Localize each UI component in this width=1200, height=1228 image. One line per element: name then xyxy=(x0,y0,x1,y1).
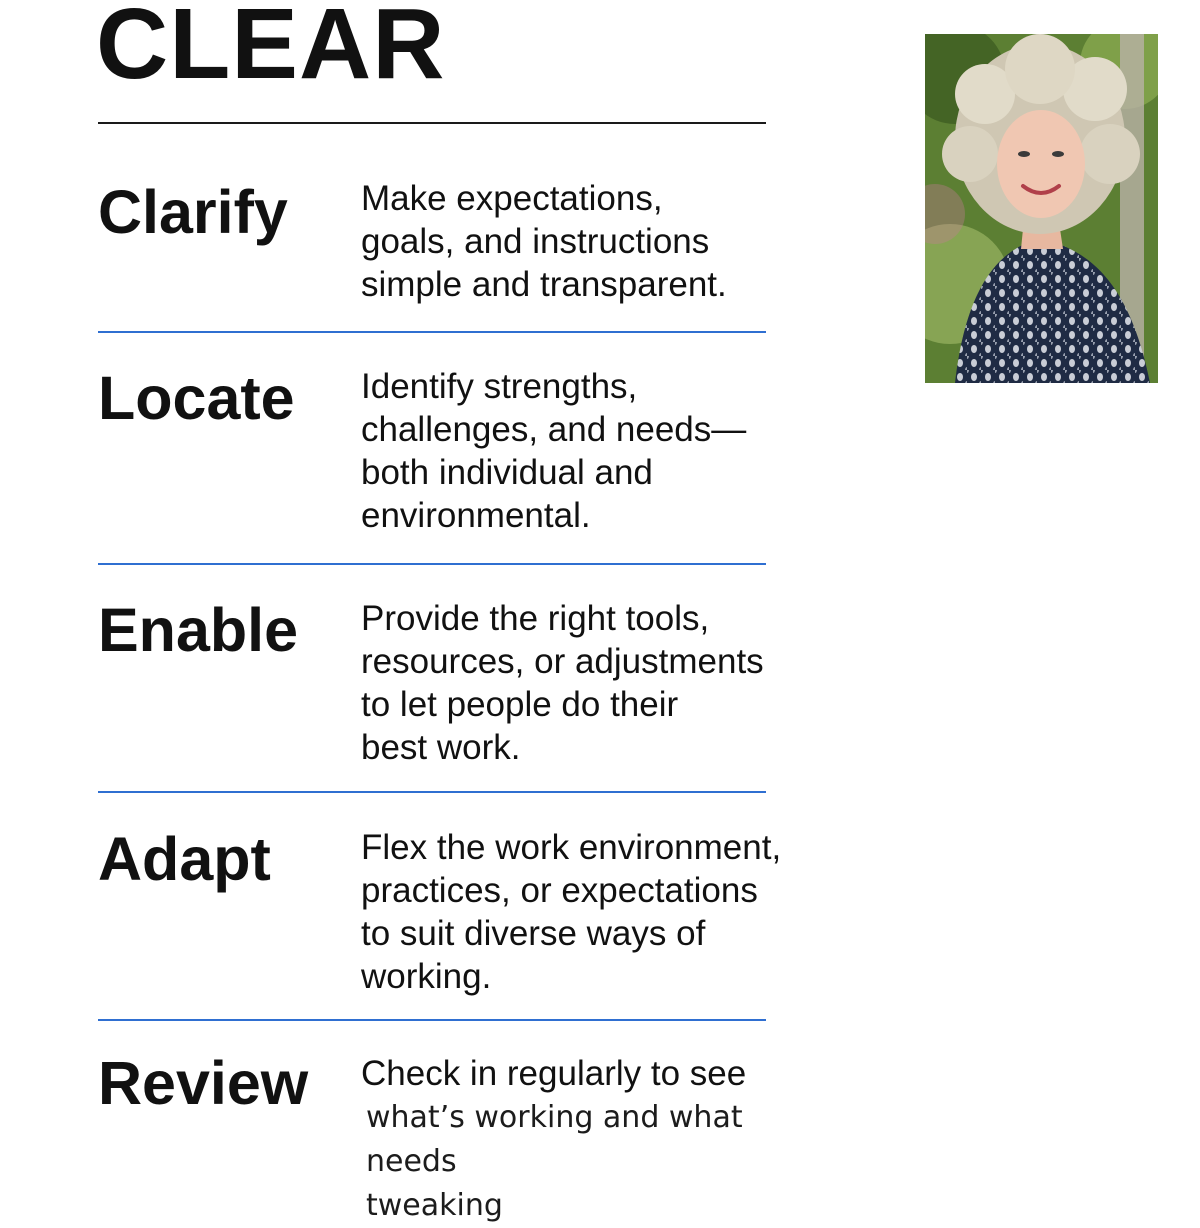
desc-review-rest: what’s working and what needs tweaking xyxy=(366,1100,743,1223)
desc-review-line1: Check in regularly to see xyxy=(361,1054,747,1093)
divider xyxy=(98,331,766,333)
term-locate: Locate xyxy=(98,364,295,432)
desc-clarify: Make expectations, goals, and instructions simple and transparent. xyxy=(361,179,727,304)
desc-enable: Provide the right tools, resources, or adjustments to let people do their best work. xyxy=(361,599,764,767)
portrait-illustration xyxy=(925,34,1158,383)
desc-adapt: Flex the work environment, practices, or expectations to suit diverse ways of working. xyxy=(361,828,782,996)
term-adapt: Adapt xyxy=(98,825,271,893)
term-clarify: Clarify xyxy=(98,178,288,246)
term-review: Review xyxy=(98,1049,309,1117)
desc-locate: Identify strengths, challenges, and needs— both individual and environmental. xyxy=(361,367,747,535)
portrait-photo xyxy=(925,34,1158,383)
title-divider xyxy=(98,122,766,124)
divider xyxy=(98,791,766,793)
divider xyxy=(98,1019,766,1021)
divider xyxy=(98,563,766,565)
page-title: CLEAR xyxy=(96,0,446,100)
term-enable: Enable xyxy=(98,596,299,664)
